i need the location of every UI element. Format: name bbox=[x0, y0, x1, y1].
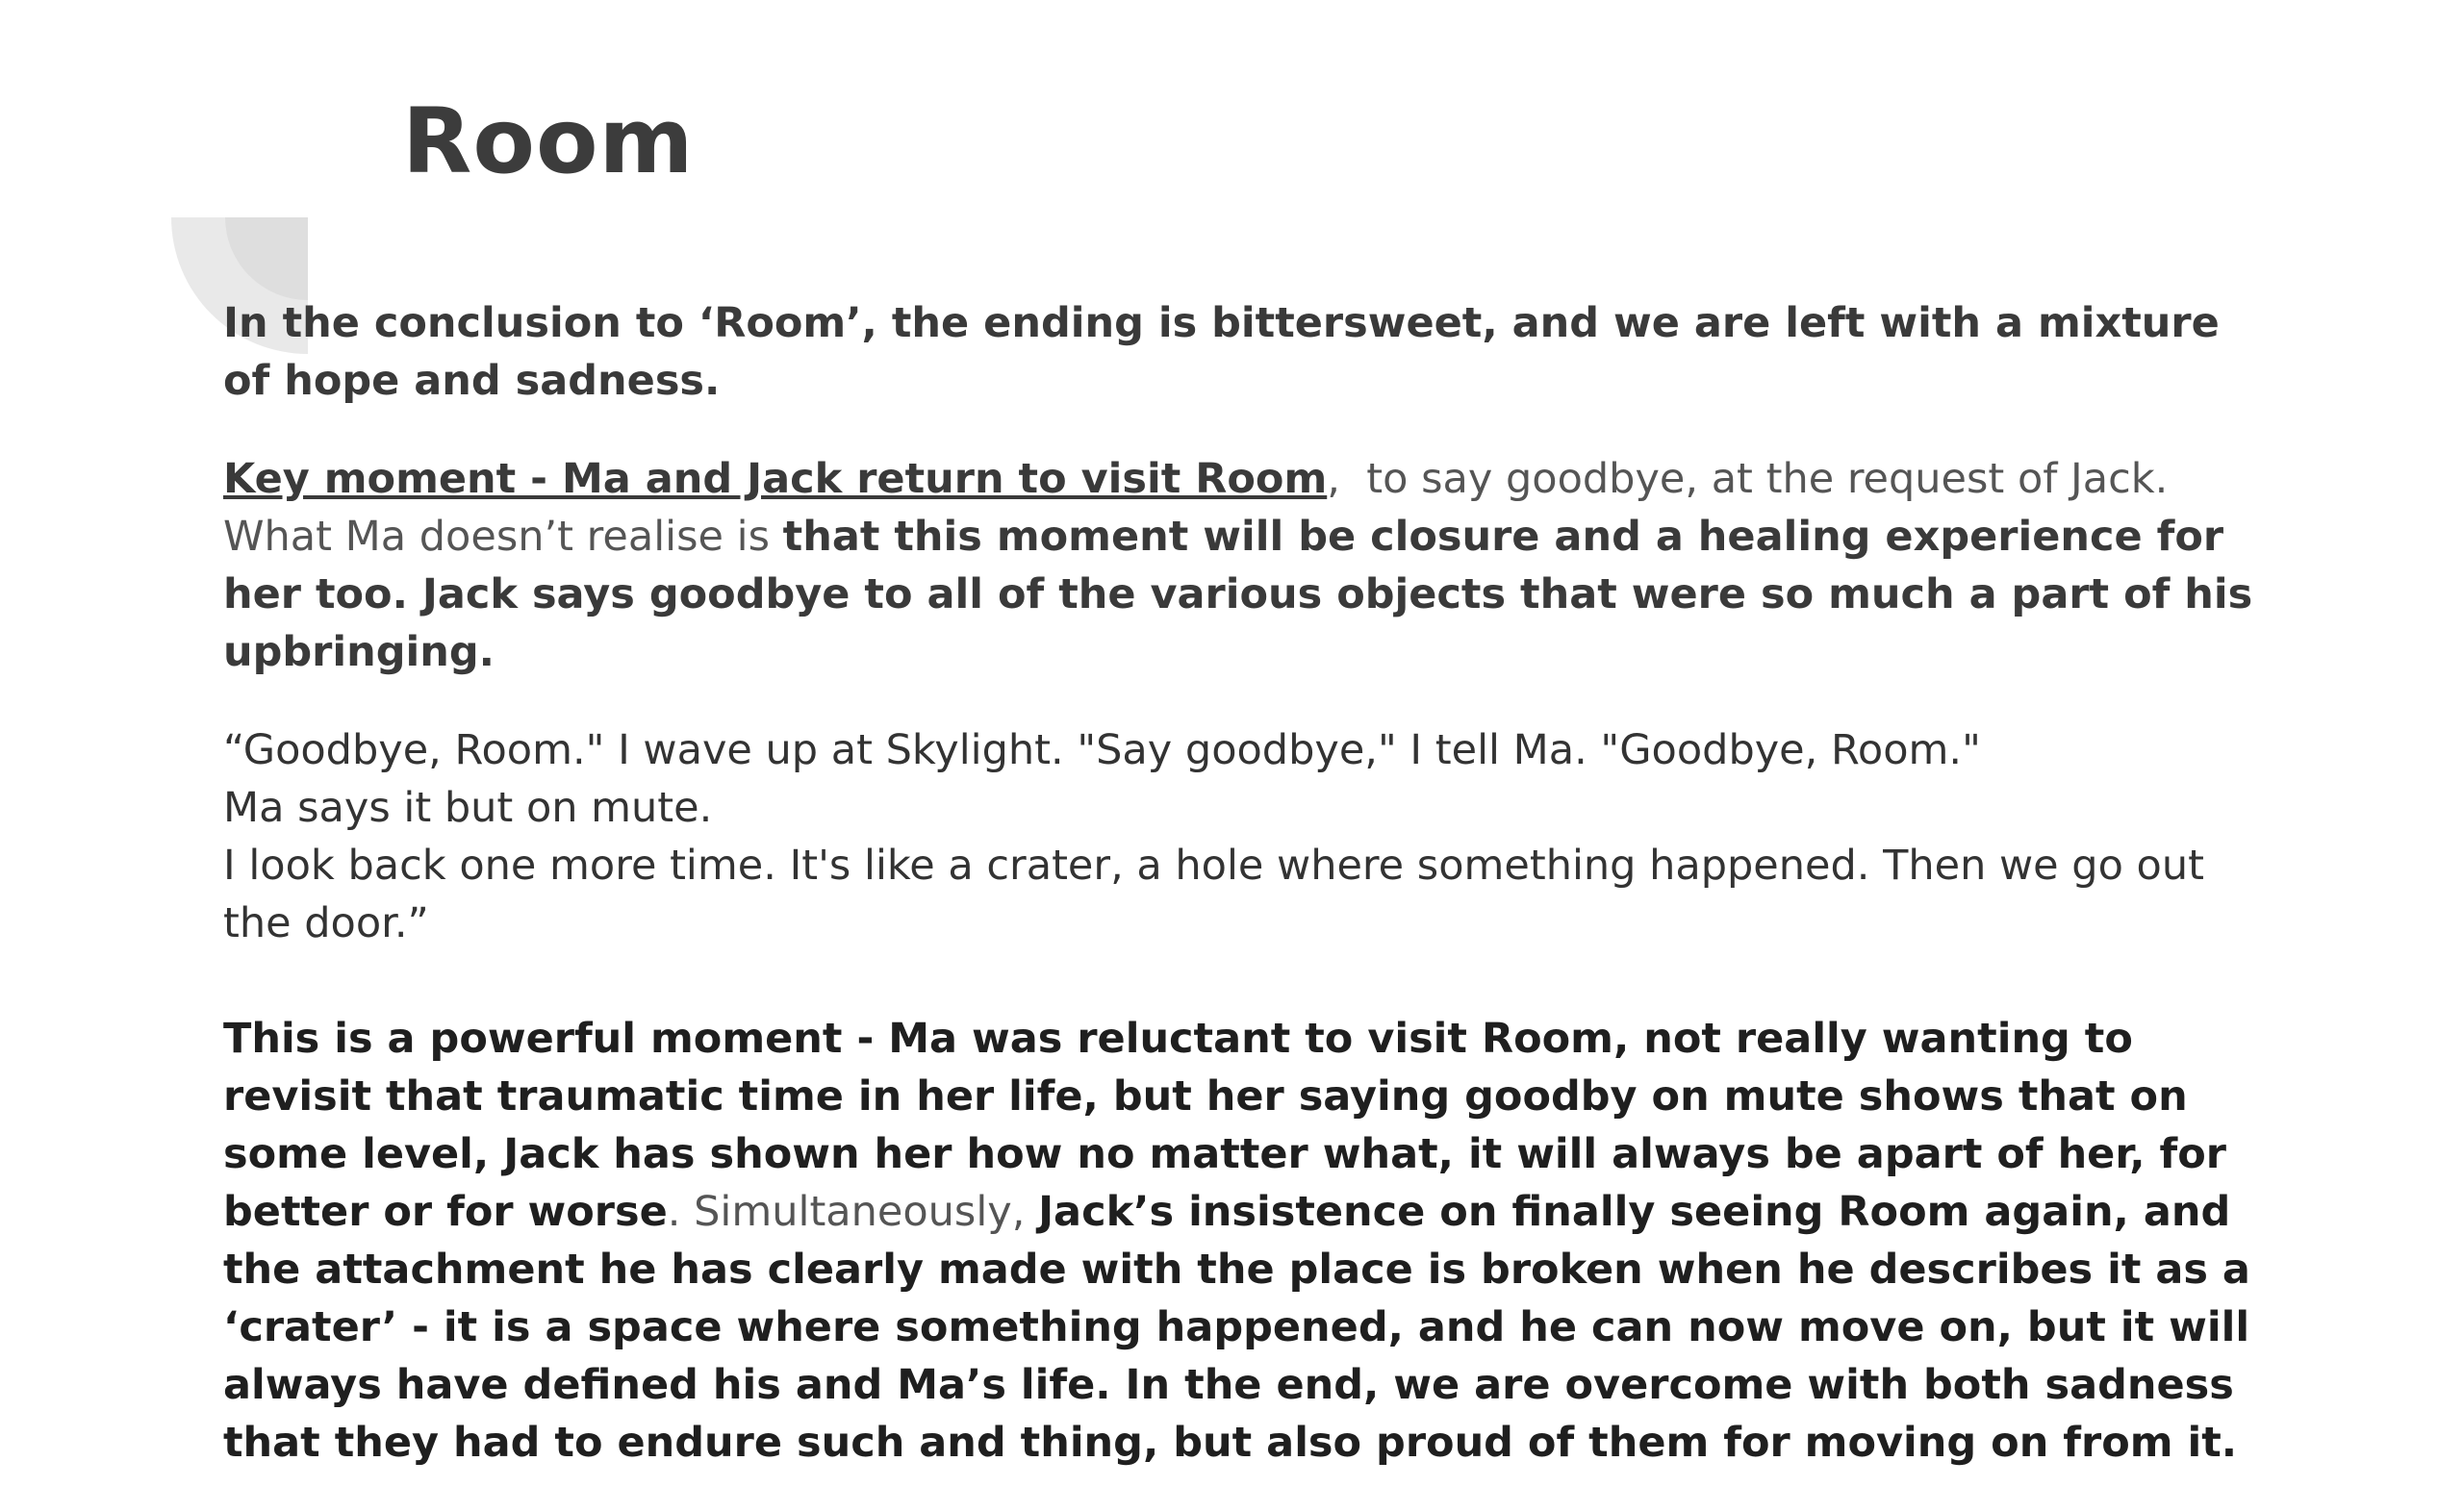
key-moment-plain-text: to say goodbye, at the request of Jack. What Ma doesn’t realise is bbox=[223, 455, 2181, 561]
analysis-part-2: . Simultaneously, bbox=[667, 1188, 1039, 1236]
spacer bbox=[223, 993, 2273, 1010]
key-moment-heading: Key moment - Ma and Jack return to visit Room bbox=[223, 455, 1328, 503]
slide-title: Room bbox=[402, 89, 695, 194]
key-moment-comma: , bbox=[1327, 455, 1340, 503]
analysis-paragraph bbox=[223, 1010, 2273, 1472]
quote-block bbox=[223, 721, 2273, 952]
quote-line-3: I look back one more time. It's like a crater, a hole where something happened. Then we go out the door.” bbox=[223, 842, 2204, 947]
analysis-part-3: Jack’s insistence on finally seeing Room again, and the attachment he has clearly made with the place is broken when he describes it as a ‘crater’ - it is a space where something happened, and he can now move on, but it will always have defined his and Ma’s life. In the end, we are overcome with both sadness that they had to endure such and thing, but also proud of them for moving on from it. bbox=[223, 1188, 2250, 1467]
analysis-part-1: This is a powerful moment - Ma was reluctant to visit Room, not really wanting to revisit that traumatic time in her life, but her saying goodby on mute shows that on some level, Jack has shown her how no matter what, it will always be apart of her, for better or for worse bbox=[223, 1015, 2226, 1236]
intro-paragraph: In the conclusion to ‘Room’, the ending is bittersweet, and we are left with a mixture of hope and sadness. bbox=[223, 299, 2220, 405]
quote-line-1: “Goodbye, Room." I wave up at Skylight. "Say goodbye," I tell Ma. "Goodbye, Room." bbox=[223, 726, 1981, 774]
key-moment-paragraph bbox=[223, 450, 2273, 681]
quote-line-2: Ma says it but on mute. bbox=[223, 784, 713, 832]
key-moment-bold-text: that this moment will be closure and a healing experience for her too. Jack says goodbye to all of the various objects that were so much a part of his upbringing. bbox=[223, 513, 2253, 676]
slide-body bbox=[223, 294, 2273, 1512]
